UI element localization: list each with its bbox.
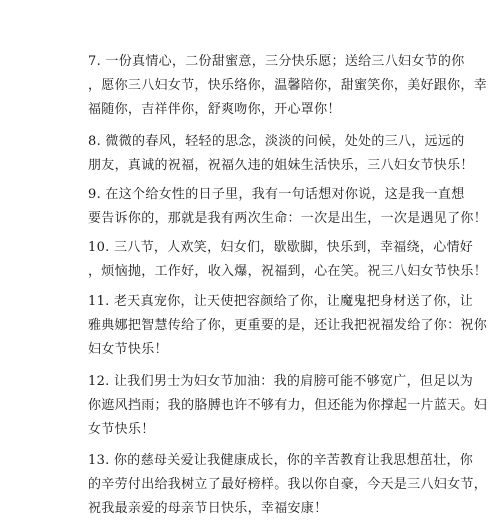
paragraph-11 <box>88 290 488 362</box>
paragraph-line: 福随你，吉祥伴你，舒爽吻你，开心罩你！ <box>88 102 341 117</box>
paragraph-line: 妇女节快乐！ <box>88 342 168 357</box>
paragraph-7 <box>88 50 488 122</box>
paragraph-line: 的辛劳付出给我树立了最好榜样。我以你自豪，今天是三八妇女节， <box>88 477 488 492</box>
paragraph-line: 你遮风挡雨；我的胳膊也许不够有力，但还能为你撑起一片蓝天。妇 <box>88 398 488 413</box>
paragraph-line: 祝我最亲爱的母亲节日快乐，幸福安康！ <box>88 501 328 516</box>
paragraph-12 <box>88 370 488 442</box>
paragraph-line: 12. 让我们男士为妇女节加油：我的肩膀可能不够宽广，但足以为 <box>88 374 474 389</box>
paragraph-line: ，愿你三八妇女节，快乐络你，温馨陪你，甜蜜笑你，美好跟你，幸 <box>88 78 488 93</box>
paragraph-10 <box>88 236 488 284</box>
paragraph-line: 13. 你的慈母关爱让我健康成长，你的辛苦教育让我思想茁壮，你 <box>88 453 474 468</box>
paragraph-line: ，烦恼抛，工作好，收入爆，祝福到，心在笑。祝三八妇女节快乐！ <box>88 264 488 279</box>
paragraph-line: 女节快乐！ <box>88 422 155 437</box>
paragraph-line: 8. 微微的春风，轻轻的思念，淡淡的问候，处处的三八，远远的 <box>88 134 465 149</box>
paragraph-line: 雅典娜把智慧传给了你，更重要的是，还让我把祝福发给了你：祝你 <box>88 318 488 333</box>
paragraph-line: 7. 一份真情心，二份甜蜜意，三分快乐愿；送给三八妇女节的你 <box>88 54 465 69</box>
paragraph-13 <box>88 449 488 521</box>
paragraph-line: 10. 三八节，人欢笑，妇女们，歇歇脚，快乐到，幸福绕，心情好 <box>88 240 474 255</box>
paragraph-8 <box>88 130 474 178</box>
paragraph-line: 9. 在这个给女性的日子里，我有一句话想对你说，这是我一直想 <box>88 187 465 202</box>
paragraph-line: 11. 老天真宠你，让天使把容颜给了你，让魔鬼把身材送了你，让 <box>88 294 474 309</box>
paragraph-9 <box>88 183 488 231</box>
paragraph-line: 朋友，真诚的祝福，祝福久违的姐妹生活快乐，三八妇女节快乐！ <box>88 158 474 173</box>
paragraph-line: 要告诉你的，那就是我有两次生命：一次是出生，一次是遇见了你！ <box>88 211 488 226</box>
